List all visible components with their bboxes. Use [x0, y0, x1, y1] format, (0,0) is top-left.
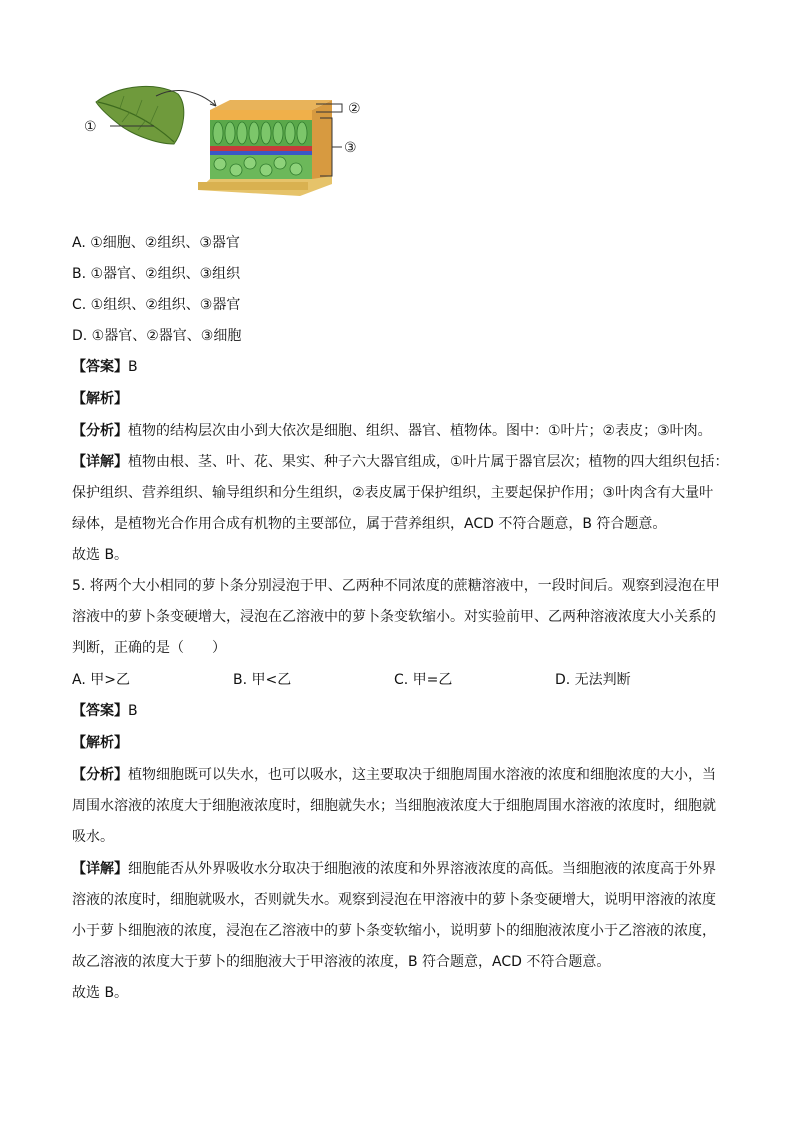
q5-detail-line-1 [72, 859, 728, 879]
q4-answer [72, 357, 728, 377]
q4-conclusion: 故选 B。 [72, 547, 129, 563]
analysis-tag: 【分析】 [72, 423, 128, 439]
q5-stem-line-2: 溶液中的萝卜条变硬增大，浸泡在乙溶液中的萝卜条变软缩小。对实验前甲、乙两种溶液浓度大小关系的 [72, 609, 716, 625]
q4-option-d: D. ①器官、②器官、③细胞 [72, 328, 242, 344]
answer-tag: 【答案】 [72, 703, 128, 719]
q5-detail-line-2: 溶液的浓度时，细胞就吸水，否则就失水。观察到浸泡在甲溶液中的萝卜条变硬增大，说明甲溶液的浓度 [72, 892, 716, 908]
leaf-structure-figure [80, 78, 370, 220]
q4-option-a: A. ①细胞、②组织、③器官 [72, 235, 240, 251]
detail-tag: 【详解】 [72, 454, 128, 470]
q4-analysis-heading: 【解析】 [72, 391, 128, 407]
label-2: ② [348, 101, 361, 117]
q5-conclusion: 故选 B。 [72, 985, 129, 1001]
analysis-text: 植物细胞既可以失水，也可以吸水，这主要取决于细胞周围水溶液的浓度和细胞浓度的大小，当 [128, 767, 716, 783]
analysis-tag: 【分析】 [72, 767, 128, 783]
q4-detail-line-3: 绿体，是植物光合作用合成有机物的主要部位，属于营养组织，ACD 不符合题意，B 符合题意。 [72, 516, 667, 532]
detail-tag: 【详解】 [72, 861, 128, 877]
q5-analysis-line-3: 吸水。 [72, 829, 114, 845]
q5-analysis-line-2: 周围水溶液的浓度大于细胞液浓度时，细胞就失水；当细胞液浓度大于细胞周围水溶液的浓度时，细胞就 [72, 798, 716, 814]
q4-option-c: C. ①组织、②组织、③器官 [72, 297, 241, 313]
q5-option-b: B. 甲<乙 [233, 672, 292, 688]
q5-analysis-line-1 [72, 765, 728, 785]
q5-analysis-heading: 【解析】 [72, 735, 128, 751]
q4-option-b: B. ①器官、②组织、③组织 [72, 266, 241, 282]
q5-option-a: A. 甲>乙 [72, 672, 130, 688]
q5-detail-line-4: 故乙溶液的浓度大于萝卜的细胞液大于甲溶液的浓度，B 符合题意，ACD 不符合题意。 [72, 954, 611, 970]
answer-value: B [128, 703, 138, 719]
q5-stem-line-1: 5. 将两个大小相同的萝卜条分别浸泡于甲、乙两种不同浓度的蔗糖溶液中，一段时间后。观察到浸泡在甲 [72, 578, 720, 594]
q5-option-d: D. 无法判断 [555, 672, 631, 688]
detail-text: 植物由根、茎、叶、花、果实、种子六大器官组成，①叶片属于器官层次；植物的四大组织包括： [128, 454, 729, 470]
analysis-text: 植物的结构层次由小到大依次是细胞、组织、器官、植物体。图中：①叶片；②表皮；③叶肉。 [128, 423, 712, 439]
q4-detail-line-1 [72, 452, 728, 472]
q5-detail-line-3: 小于萝卜细胞液的浓度，浸泡在乙溶液中的萝卜条变软缩小，说明萝卜的细胞液浓度小于乙溶液的浓度， [72, 923, 716, 939]
label-1: ① [84, 119, 97, 135]
q5-option-c: C. 甲=乙 [394, 672, 453, 688]
detail-text: 细胞能否从外界吸收水分取决于细胞液的浓度和外界溶液浓度的高低。当细胞液的浓度高于外界 [128, 861, 716, 877]
leaf-shape [96, 86, 184, 144]
label-3: ③ [344, 140, 357, 156]
q5-stem-line-3: 判断，正确的是（ ） [72, 640, 226, 656]
answer-value: B [128, 359, 138, 375]
q4-analysis [72, 421, 728, 441]
q5-answer [72, 701, 728, 721]
q5-options [72, 670, 728, 690]
answer-tag: 【答案】 [72, 359, 128, 375]
q4-detail-line-2: 保护组织、营养组织、输导组织和分生组织，②表皮属于保护组织，主要起保护作用；③叶肉含有大量叶 [72, 485, 714, 501]
